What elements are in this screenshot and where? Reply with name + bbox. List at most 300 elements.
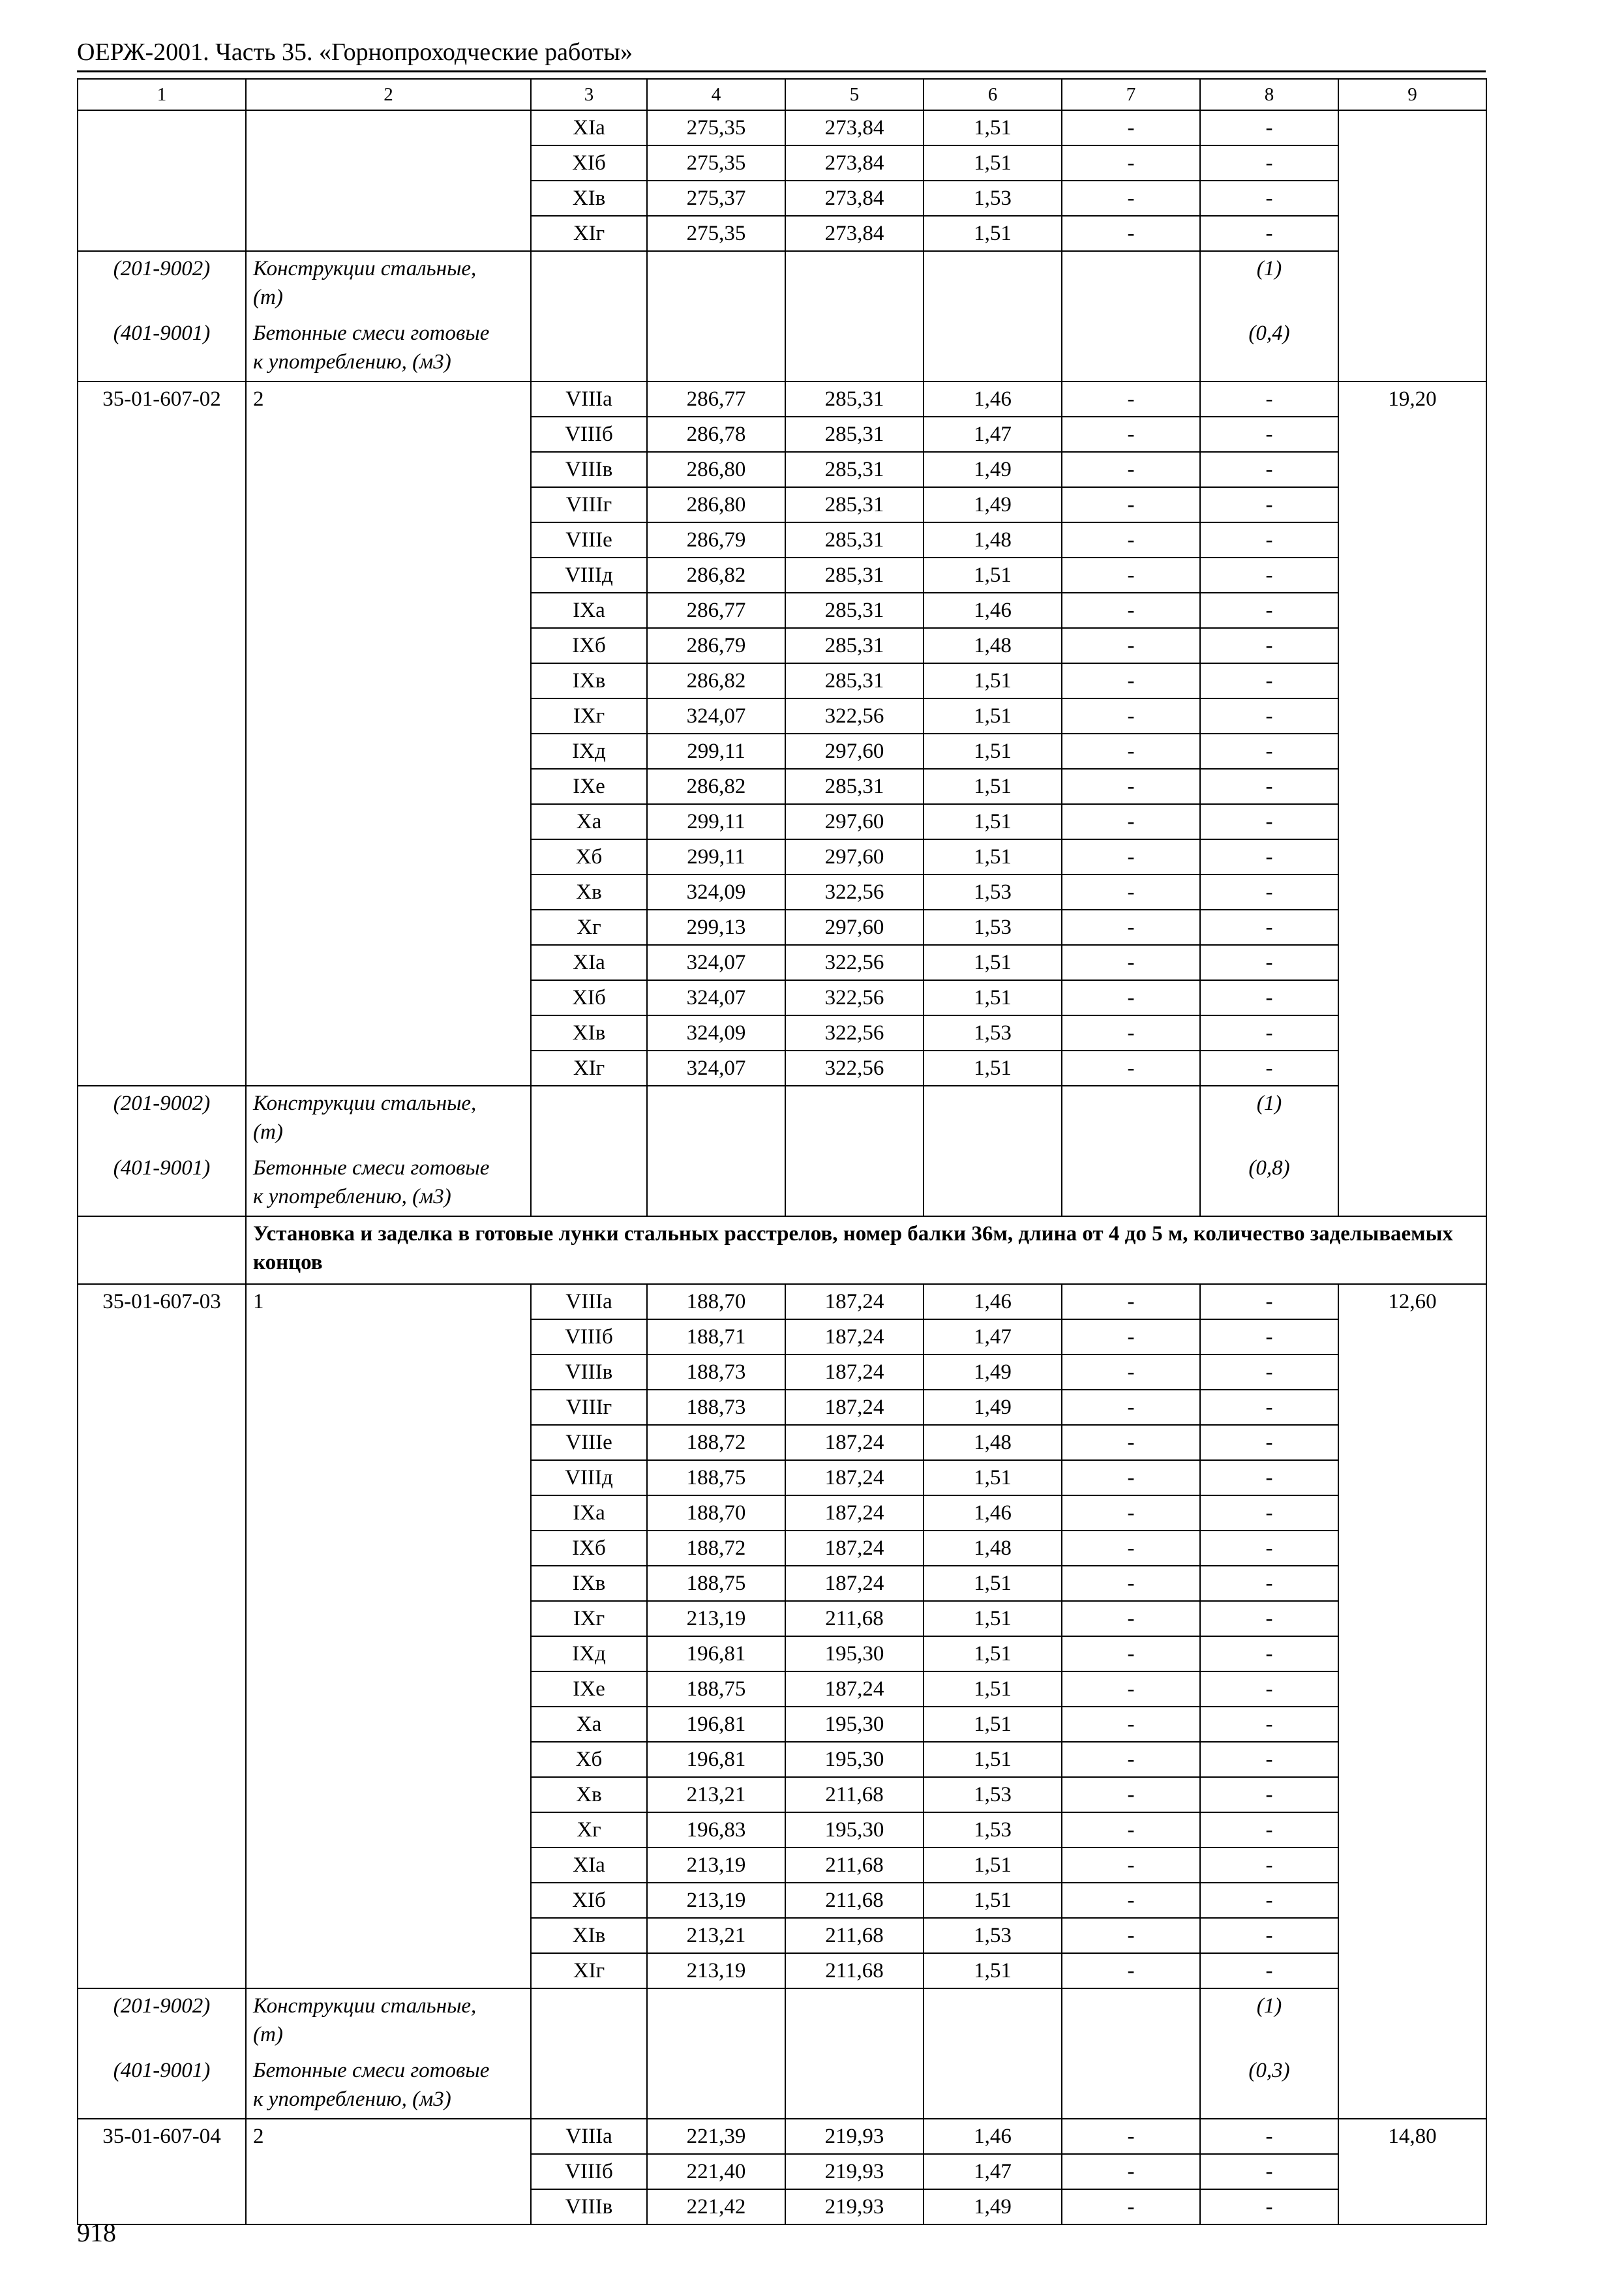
value-cell: 1,51 [924,1566,1062,1601]
value-cell: - [1062,1601,1200,1636]
value-cell: 1,47 [924,1319,1062,1354]
value-cell: 1,51 [924,1051,1062,1086]
value-cell: 273,84 [785,110,924,145]
value-cell: - [1200,487,1338,522]
empty-cell [647,1086,785,1151]
value-cell: XIб [531,1883,647,1918]
material-name-line: Бетонные смеси готовые [253,2059,490,2082]
value-cell: - [1062,1848,1200,1883]
value-cell: - [1200,1051,1338,1086]
material-value: (1) [1200,1988,1338,2054]
value-cell: 324,07 [647,698,785,734]
value-cell: - [1200,1636,1338,1671]
value-cell: XIб [531,145,647,181]
value-cell: VIIIа [531,2119,647,2154]
value-cell: 188,70 [647,1284,785,1319]
value-cell: 299,13 [647,910,785,945]
material-name-line: (т) [253,1120,283,1144]
value-cell: VIIIб [531,1319,647,1354]
value-cell: Xв [531,875,647,910]
value-cell: 1,46 [924,382,1062,417]
value-cell: - [1200,522,1338,558]
value-cell: 219,93 [785,2119,924,2154]
value-cell: - [1200,1354,1338,1390]
norm-parameter [246,110,531,251]
material-name-line: Бетонные смеси готовые [253,1156,490,1180]
material-name-line: (т) [253,2023,283,2046]
value-cell: 188,70 [647,1495,785,1531]
value-cell: 187,24 [785,1390,924,1425]
value-cell: - [1062,1390,1200,1425]
value-cell: 1,53 [924,1015,1062,1051]
value-cell: 211,68 [785,1918,924,1953]
value-cell: - [1200,1848,1338,1883]
value-cell: - [1062,1566,1200,1601]
value-cell: - [1062,417,1200,452]
column-number-cell: 4 [647,79,785,110]
value-cell: 1,51 [924,1601,1062,1636]
value-cell: 213,19 [647,1848,785,1883]
value-cell: 322,56 [785,980,924,1015]
value-cell: 188,73 [647,1390,785,1425]
empty-cell [924,1151,1062,1216]
value-cell: 211,68 [785,1601,924,1636]
value-cell: XIг [531,216,647,251]
value-cell: - [1062,1777,1200,1812]
value-cell: - [1062,452,1200,487]
empty-cell [647,1988,785,2054]
value-cell: 1,51 [924,698,1062,734]
value-cell: 188,72 [647,1425,785,1460]
value-cell: - [1062,1707,1200,1742]
material-code: (201-9002) [78,251,246,316]
material-name-line: к употреблению, (м3) [253,1185,451,1208]
value-cell: 211,68 [785,1883,924,1918]
empty-cell [531,316,647,382]
value-cell: XIа [531,1848,647,1883]
value-cell: - [1200,698,1338,734]
value-cell: 1,49 [924,1390,1062,1425]
value-cell: XIв [531,1918,647,1953]
value-cell: Xг [531,1812,647,1848]
material-name [246,316,531,382]
value-cell: - [1062,1671,1200,1707]
value-cell: XIб [531,980,647,1015]
material-name [246,2054,531,2119]
value-cell: 1,51 [924,734,1062,769]
value-cell: 1,48 [924,1425,1062,1460]
value-cell: Xв [531,1777,647,1812]
material-name-line: Конструкции стальные, [253,1994,477,2018]
value-cell: VIIIб [531,2154,647,2189]
value-cell: 213,21 [647,1918,785,1953]
value-cell: 1,53 [924,1918,1062,1953]
value-cell: 221,39 [647,2119,785,2154]
value-cell: - [1200,2119,1338,2154]
value-cell: 286,78 [647,417,785,452]
empty-cell [1062,2054,1200,2119]
value-cell: - [1062,1636,1200,1671]
value-cell: 187,24 [785,1460,924,1495]
value-cell: - [1062,487,1200,522]
value-cell: 195,30 [785,1742,924,1777]
material-name [246,1988,531,2054]
empty-cell [1062,1988,1200,2054]
value-cell: 187,24 [785,1495,924,1531]
value-cell: 273,84 [785,216,924,251]
empty-cell [785,2054,924,2119]
column-number-cell: 6 [924,79,1062,110]
value-cell: - [1062,698,1200,734]
value-cell: 1,51 [924,1707,1062,1742]
value-cell: - [1062,181,1200,216]
value-cell: 196,81 [647,1742,785,1777]
value-cell: - [1062,628,1200,663]
value-cell: 285,31 [785,593,924,628]
value-cell: 1,49 [924,452,1062,487]
column-number-cell: 2 [246,79,531,110]
value-cell: - [1062,593,1200,628]
value-cell: XIг [531,1953,647,1988]
value-cell: - [1200,804,1338,839]
value-cell: - [1062,2189,1200,2224]
value-cell: 285,31 [785,558,924,593]
value-cell: 195,30 [785,1812,924,1848]
value-cell: 1,51 [924,1848,1062,1883]
value-cell: IXг [531,1601,647,1636]
value-cell: - [1200,945,1338,980]
value-cell: - [1062,769,1200,804]
value-cell: VIIIб [531,417,647,452]
value-cell: VIIIе [531,522,647,558]
value-cell: - [1200,1918,1338,1953]
value-cell: 285,31 [785,417,924,452]
empty-cell [924,251,1062,316]
value-cell: 187,24 [785,1354,924,1390]
value-cell: 1,51 [924,1636,1062,1671]
value-cell: 297,60 [785,839,924,875]
value-cell: - [1200,734,1338,769]
value-cell: Xг [531,910,647,945]
value-cell: 1,51 [924,804,1062,839]
material-code: (401-9001) [78,316,246,382]
value-cell: - [1062,734,1200,769]
value-cell: - [1062,382,1200,417]
value-cell: 219,93 [785,2189,924,2224]
value-cell: 286,77 [647,382,785,417]
material-code: (401-9001) [78,2054,246,2119]
value-cell: - [1062,1953,1200,1988]
value-cell: Xб [531,839,647,875]
column-number-cell: 3 [531,79,647,110]
empty-cell [1062,1151,1200,1216]
value-cell: 285,31 [785,487,924,522]
value-cell: 1,51 [924,145,1062,181]
value-cell: - [1200,452,1338,487]
value-cell: IXг [531,698,647,734]
value-cell: - [1062,1531,1200,1566]
value-cell: 188,75 [647,1671,785,1707]
norm-code: 35-01-607-02 [78,382,246,1086]
value-cell: 213,19 [647,1601,785,1636]
header-rule [77,70,1486,72]
material-code: (201-9002) [78,1988,246,2054]
value-cell: - [1200,216,1338,251]
value-cell: 187,24 [785,1531,924,1566]
value-cell: - [1062,945,1200,980]
norms-table [77,78,1487,2225]
value-cell: 1,51 [924,1671,1062,1707]
value-cell: 221,40 [647,2154,785,2189]
value-cell: 1,46 [924,1495,1062,1531]
value-cell: 1,51 [924,110,1062,145]
value-cell: 213,21 [647,1777,785,1812]
value-cell: - [1200,980,1338,1015]
value-cell: 299,11 [647,734,785,769]
value-cell: 275,37 [647,181,785,216]
value-cell: IXа [531,1495,647,1531]
value-cell: - [1200,769,1338,804]
value-cell: 322,56 [785,1015,924,1051]
empty-cell [785,251,924,316]
material-code: (201-9002) [78,1086,246,1151]
value-cell: 211,68 [785,1777,924,1812]
value-cell: 286,77 [647,593,785,628]
value-cell: - [1200,1812,1338,1848]
value-cell: 275,35 [647,216,785,251]
value-cell: - [1062,1015,1200,1051]
empty-cell [924,1988,1062,2054]
norm-parameter: 1 [246,1284,531,1988]
value-cell: 1,53 [924,1777,1062,1812]
value-cell: - [1200,1284,1338,1319]
value-cell: VIIIг [531,487,647,522]
value-cell: 213,19 [647,1953,785,1988]
value-cell: - [1200,1601,1338,1636]
value-cell: - [1062,980,1200,1015]
value-cell: - [1062,663,1200,698]
norm-code: 35-01-607-04 [78,2119,246,2224]
value-cell: - [1062,145,1200,181]
value-cell: - [1200,1531,1338,1566]
column-number-cell: 7 [1062,79,1200,110]
material-row [78,1086,1486,1151]
value-cell: - [1200,1777,1338,1812]
value-cell: 188,75 [647,1566,785,1601]
empty-cell [647,251,785,316]
value-cell: VIIIг [531,1390,647,1425]
empty-cell [785,1086,924,1151]
value-cell: - [1200,1671,1338,1707]
value-cell: 1,51 [924,1953,1062,1988]
value-cell: IXа [531,593,647,628]
value-cell: 322,56 [785,698,924,734]
value-cell: IXе [531,769,647,804]
table-row [78,110,1486,145]
value-cell: - [1200,2154,1338,2189]
value-cell: - [1200,1566,1338,1601]
empty-cell [531,1151,647,1216]
value-cell: 324,07 [647,1051,785,1086]
value-cell: 273,84 [785,181,924,216]
value-cell: 1,53 [924,181,1062,216]
empty-cell [924,316,1062,382]
empty-cell [785,1151,924,1216]
material-name-line: к употреблению, (м3) [253,2087,451,2111]
material-name-line: Бетонные смеси готовые [253,322,490,345]
material-value: (1) [1200,1086,1338,1151]
norm-parameter: 2 [246,382,531,1086]
value-cell: 286,82 [647,663,785,698]
column9-value: 19,20 [1338,382,1486,1216]
norm-code [78,110,246,251]
value-cell: - [1062,910,1200,945]
empty-cell [1062,316,1200,382]
value-cell: 195,30 [785,1636,924,1671]
value-cell: - [1200,110,1338,145]
value-cell: 285,31 [785,452,924,487]
material-row [78,2054,1486,2119]
value-cell: 188,75 [647,1460,785,1495]
value-cell: 1,51 [924,1883,1062,1918]
value-cell: 188,71 [647,1319,785,1354]
value-cell: 299,11 [647,804,785,839]
value-cell: - [1200,1742,1338,1777]
material-name [246,1086,531,1151]
value-cell: 1,49 [924,487,1062,522]
material-name [246,251,531,316]
value-cell: - [1062,110,1200,145]
value-cell: 273,84 [785,145,924,181]
value-cell: IXб [531,1531,647,1566]
value-cell: 1,53 [924,1812,1062,1848]
column9-value [1338,110,1486,382]
material-value: (1) [1200,251,1338,316]
empty-cell [1062,251,1200,316]
value-cell: 1,51 [924,663,1062,698]
empty-cell [647,2054,785,2119]
value-cell: - [1062,1284,1200,1319]
column9-value: 12,60 [1338,1284,1486,2119]
value-cell: - [1062,1354,1200,1390]
value-cell: 187,24 [785,1284,924,1319]
value-cell: 299,11 [647,839,785,875]
value-cell: - [1062,558,1200,593]
empty-cell [531,1086,647,1151]
value-cell: - [1200,382,1338,417]
value-cell: IXд [531,734,647,769]
column-number-cell: 8 [1200,79,1338,110]
material-name-line: (т) [253,286,283,309]
value-cell: 1,47 [924,417,1062,452]
value-cell: - [1200,1390,1338,1425]
value-cell: - [1062,2154,1200,2189]
empty-cell [531,1988,647,2054]
value-cell: Xб [531,1742,647,1777]
value-cell: - [1200,910,1338,945]
value-cell: - [1062,1883,1200,1918]
value-cell: 1,51 [924,1742,1062,1777]
value-cell: 297,60 [785,910,924,945]
empty-cell [924,2054,1062,2119]
value-cell: 1,48 [924,1531,1062,1566]
value-cell: 1,51 [924,980,1062,1015]
value-cell: 297,60 [785,804,924,839]
value-cell: - [1200,558,1338,593]
empty-cell [531,251,647,316]
value-cell: 286,80 [647,452,785,487]
column-number-cell: 1 [78,79,246,110]
value-cell: VIIIе [531,1425,647,1460]
value-cell: 1,51 [924,839,1062,875]
value-cell: 1,48 [924,628,1062,663]
material-row [78,1988,1486,2054]
value-cell: - [1062,1918,1200,1953]
table-row [78,2119,1486,2154]
empty-cell [531,2054,647,2119]
value-cell: 1,51 [924,558,1062,593]
value-cell: XIа [531,945,647,980]
value-cell: - [1062,1812,1200,1848]
value-cell: - [1200,875,1338,910]
value-cell: 285,31 [785,522,924,558]
value-cell: - [1200,663,1338,698]
empty-cell [785,316,924,382]
value-cell: - [1062,1495,1200,1531]
norm-code: 35-01-607-03 [78,1284,246,1988]
value-cell: VIIIд [531,558,647,593]
value-cell: 322,56 [785,1051,924,1086]
value-cell: Xа [531,804,647,839]
material-value: (0,4) [1200,316,1338,382]
empty-cell [785,1988,924,2054]
value-cell: 324,07 [647,980,785,1015]
value-cell: VIIIа [531,382,647,417]
material-value: (0,8) [1200,1151,1338,1216]
value-cell: 285,31 [785,628,924,663]
value-cell: - [1062,2119,1200,2154]
value-cell: 324,09 [647,875,785,910]
value-cell: 187,24 [785,1319,924,1354]
value-cell: 1,48 [924,522,1062,558]
column-number-row [78,79,1486,110]
value-cell: VIIIд [531,1460,647,1495]
value-cell: 211,68 [785,1953,924,1988]
value-cell: 196,81 [647,1636,785,1671]
value-cell: - [1062,875,1200,910]
value-cell: - [1062,839,1200,875]
value-cell: 286,79 [647,522,785,558]
value-cell: 221,42 [647,2189,785,2224]
value-cell: 1,49 [924,1354,1062,1390]
value-cell: 286,82 [647,558,785,593]
value-cell: 285,31 [785,382,924,417]
value-cell: 188,72 [647,1531,785,1566]
value-cell: 285,31 [785,769,924,804]
material-name-line: к употреблению, (м3) [253,350,451,374]
value-cell: 322,56 [785,875,924,910]
column9-value: 14,80 [1338,2119,1486,2224]
section-empty-cell [78,1216,246,1284]
material-row [78,251,1486,316]
material-row [78,316,1486,382]
value-cell: VIIIа [531,1284,647,1319]
value-cell: 286,80 [647,487,785,522]
value-cell: - [1062,1051,1200,1086]
value-cell: VIIIв [531,2189,647,2224]
value-cell: IXб [531,628,647,663]
value-cell: - [1062,1460,1200,1495]
